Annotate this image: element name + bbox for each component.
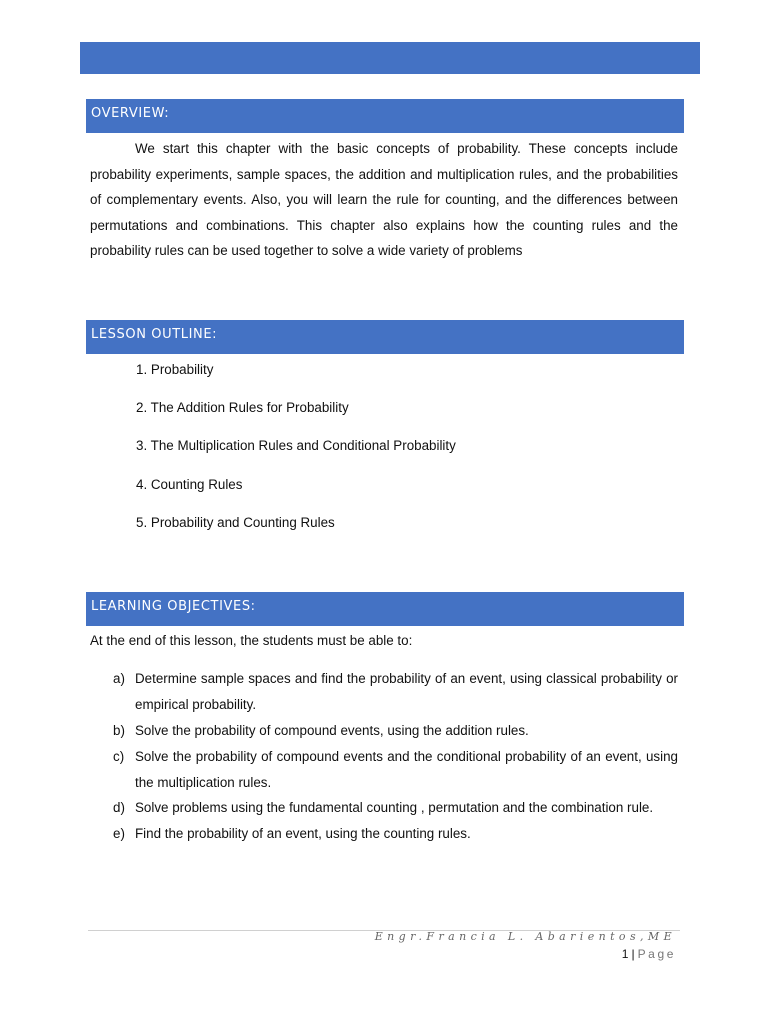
objective-letter: c) xyxy=(113,749,125,764)
objective-text: Determine sample spaces and find the probability of an event, using classical probability or empirical probability. xyxy=(135,671,678,712)
footer-page-number xyxy=(622,947,676,961)
overview-heading: OVERVIEW: xyxy=(86,99,684,133)
objective-text: Find the probability of an event, using the counting rules. xyxy=(135,826,471,841)
overview-paragraph: We start this chapter with the basic concepts of probability. These concepts include probability experiments, sample spaces, the addition and multiplication rules, and the probabilities of complementary events. Also, you will learn the rule for counting, and the differences between permutations and combinations. This chapter also explains how the counting rules and the probability rules can be used together to solve a wide variety of problems xyxy=(90,141,678,259)
objective-letter: d) xyxy=(113,800,125,815)
page-label: Page xyxy=(637,947,676,961)
page-separator: | xyxy=(631,947,635,961)
objective-letter: a) xyxy=(113,671,125,686)
objective-letter: b) xyxy=(113,723,125,738)
outline-item: 2. The Addition Rules for Probability xyxy=(136,400,349,415)
learning-objectives-heading: LEARNING OBJECTIVES: xyxy=(86,592,684,626)
objectives-intro: At the end of this lesson, the students must be able to: xyxy=(90,633,413,648)
outline-item: 3. The Multiplication Rules and Conditional Probability xyxy=(136,438,456,453)
page-number: 1 xyxy=(621,947,629,961)
objective-text: Solve the probability of compound events and the conditional probability of an event, using the multiplication rules. xyxy=(135,749,678,790)
outline-item: 1. Probability xyxy=(136,362,214,377)
objective-text: Solve the probability of compound events, using the addition rules. xyxy=(135,723,529,738)
top-header-band xyxy=(80,42,700,74)
outline-item: 5. Probability and Counting Rules xyxy=(136,515,335,530)
outline-item: 4. Counting Rules xyxy=(136,477,243,492)
objective-text: Solve problems using the fundamental counting , permutation and the combination rule. xyxy=(135,800,654,815)
footer-author: Engr.Francia L. Abarientos,ME xyxy=(374,930,676,943)
objective-letter: e) xyxy=(113,826,125,841)
lesson-outline-heading: LESSON OUTLINE: xyxy=(86,320,684,354)
